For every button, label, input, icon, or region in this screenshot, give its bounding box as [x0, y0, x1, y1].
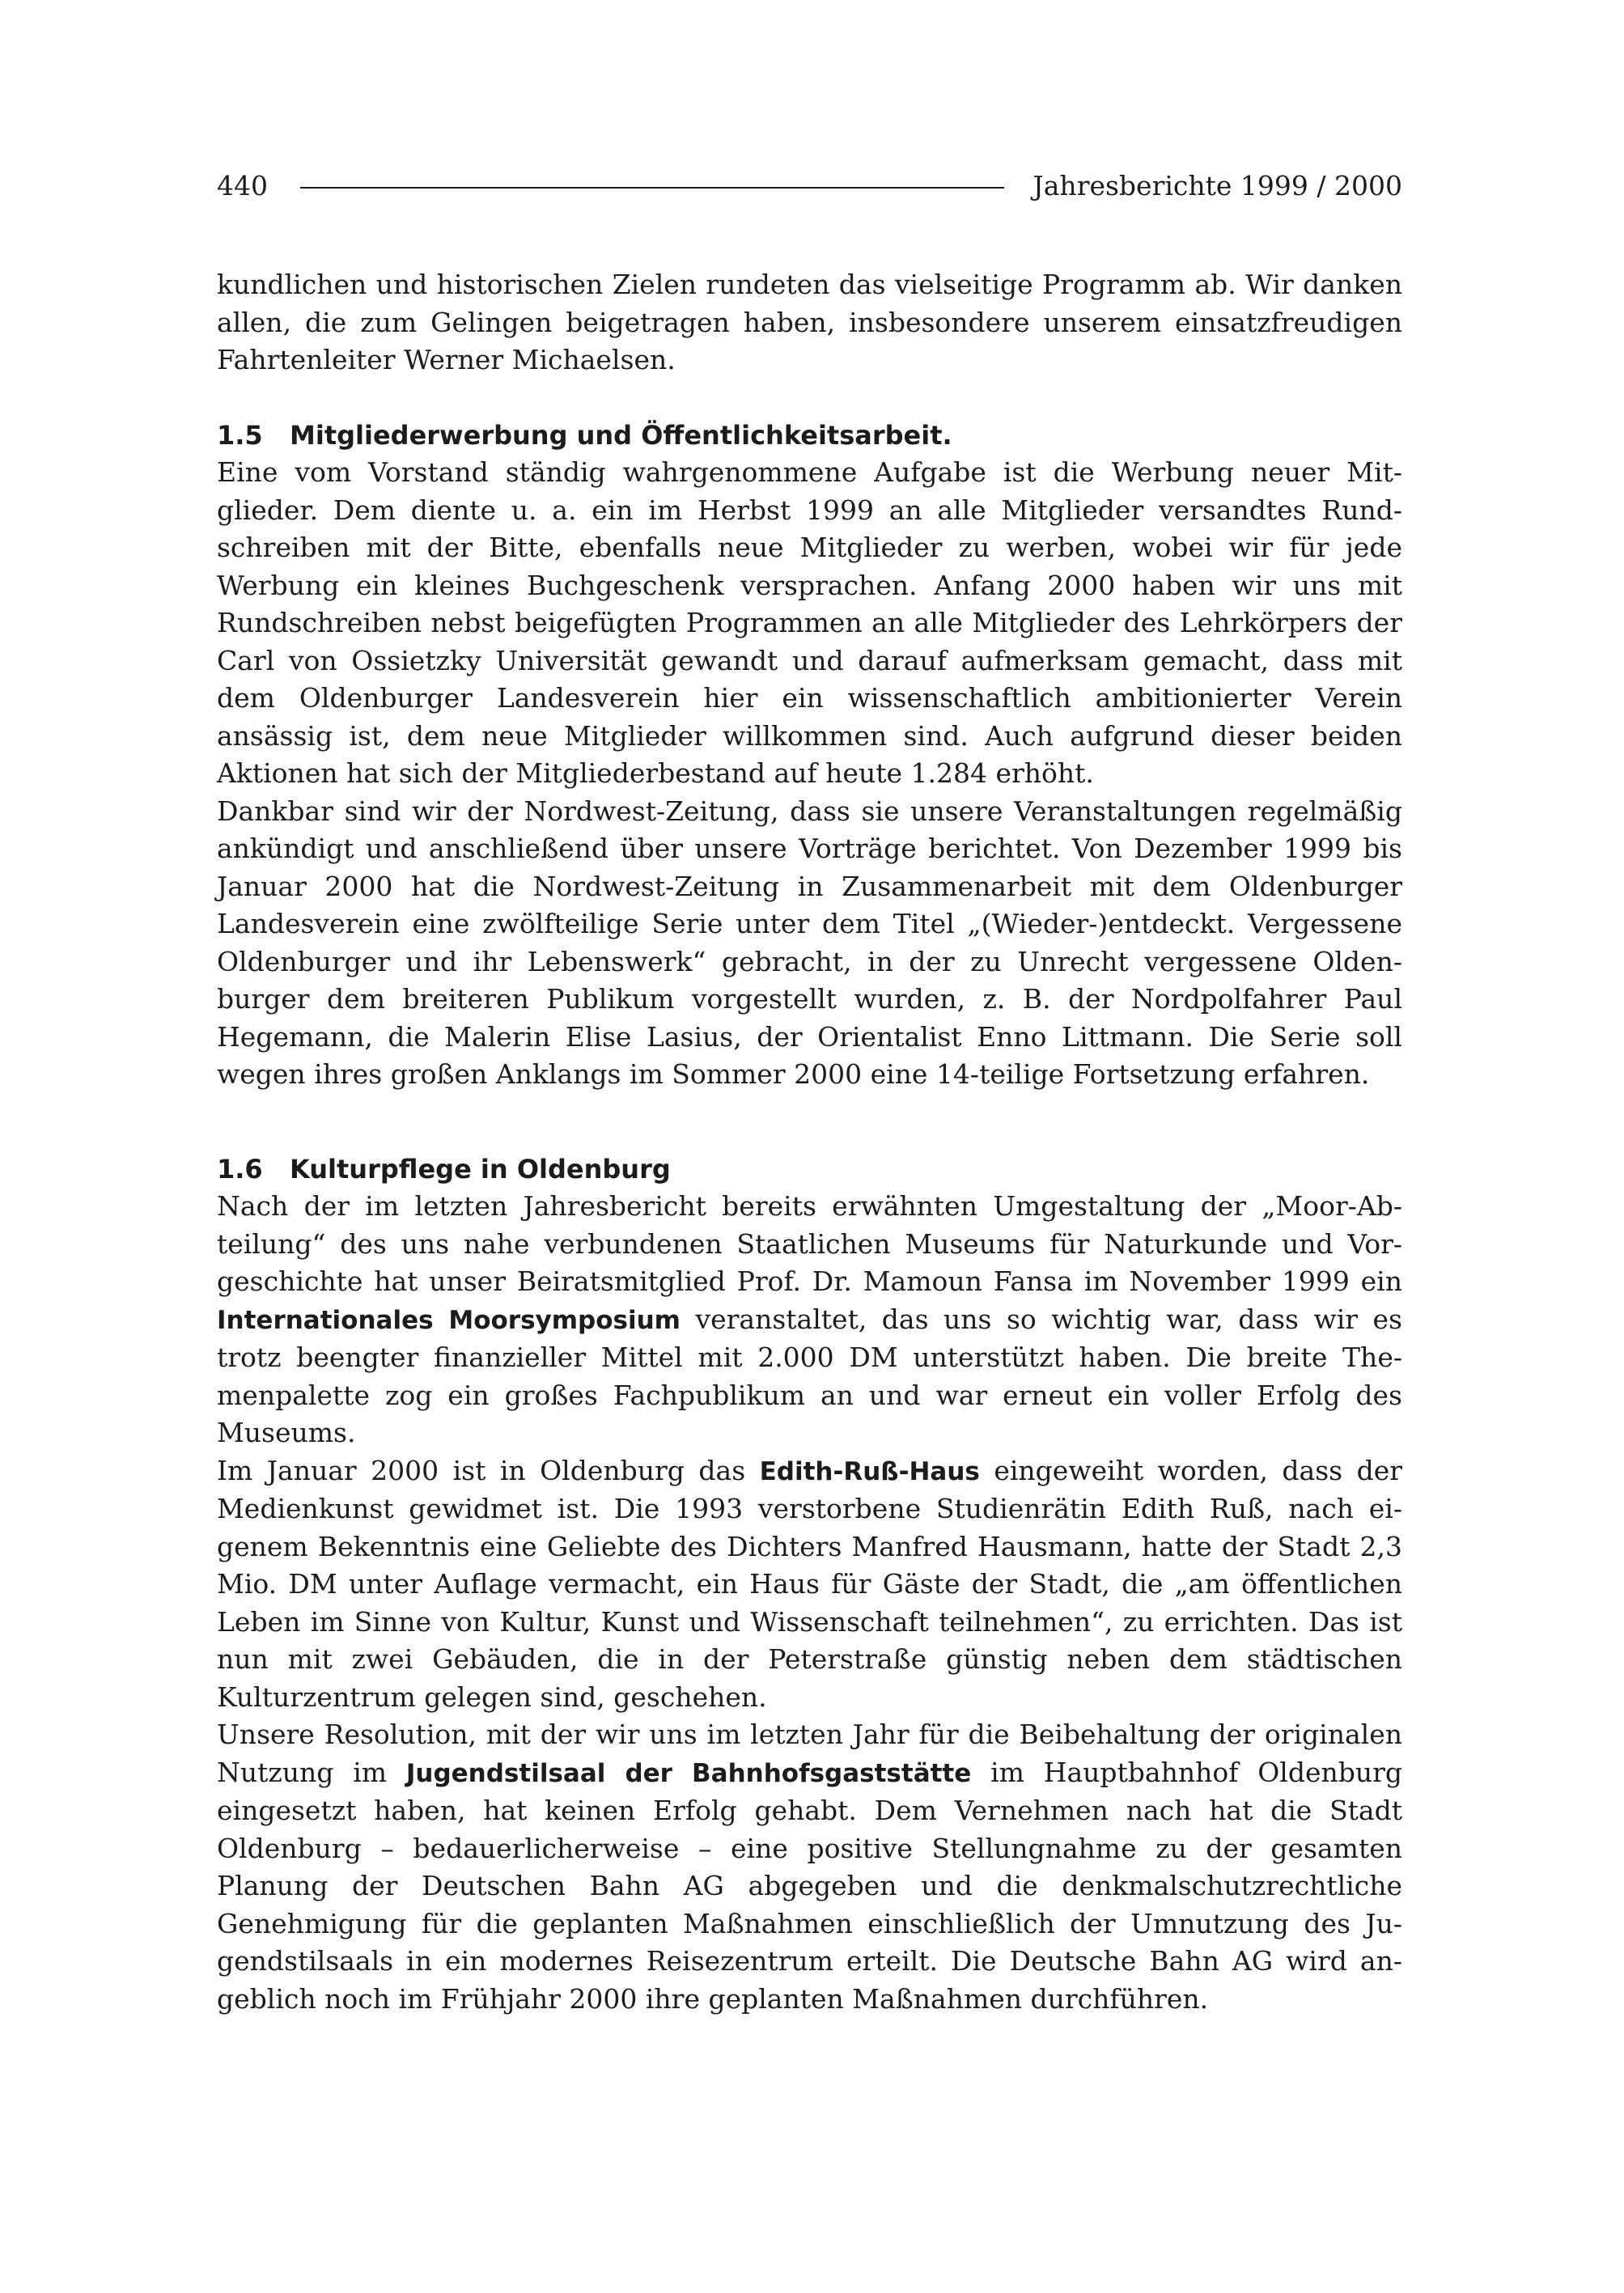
- document-page: [217, 166, 1402, 2018]
- text-run: Unsere Resolution, mit der wir uns im letzten Jahr für die Beibehaltung der originalen Nutzung im: [217, 1719, 1402, 1788]
- section-title: Kulturpflege in Oldenburg: [290, 1153, 671, 1185]
- text-run: im Hauptbahnhof Oldenburg eingesetzt haben, hat keinen Erfolg gehabt. Dem Vernehmen nach hat die Stadt Oldenburg – bedauerlicherweise – eine positive Stellungnahme zu der gesamten Planung der Deutschen Bahn AG abgegeben und die denkmalschutzrechtliche Genehmigung für die geplanten Maßnahmen einschließlich der Umnutzung des Jugendstilsaals in ein modernes Reisezentrum erteilt. Die Deutsche Bahn AG wird angeblich noch im Frühjahr 2000 ihre geplanten Maßnahmen durchführen.: [217, 1756, 1403, 2015]
- section-title: Mitgliederwerbung und Öffentlichkeitsarbeit.: [290, 419, 952, 451]
- paragraph: [217, 1716, 1402, 2018]
- section-heading-1-6: [217, 1151, 1402, 1189]
- paragraph: Eine vom Vorstand ständig wahrgenommene Aufgabe ist die Werbung neuer Mitglieder. Dem diente u. a. ein im Herbst 1999 an alle Mitglieder versandtes Rundschreiben mit der Bitte, ebenfalls neue Mitglieder zu werben, wobei wir für jede Werbung ein kleines Buchgeschenk versprachen. Anfang 2000 haben wir uns mit Rundschreiben nebst beigefügten Programmen an alle Mitglieder des Lehrkörpers der Carl von Ossietzky Universität gewandt und darauf aufmerksam gemacht, dass mit dem Oldenburger Landesverein hier ein wissenschaftlich ambitionierter Verein ansässig ist, dem neue Mitglieder willkommen sind. Auch aufgrund dieser beiden Aktionen hat sich der Mitgliederbestand auf heute 1.284 erhöht.: [217, 456, 1402, 789]
- highlighted-term: Edith-Ruß-Haus: [759, 1456, 980, 1486]
- highlighted-term: Internationales Moorsymposium: [217, 1305, 681, 1335]
- page-number: 440: [217, 170, 268, 201]
- text-run: eingeweiht worden, dass der Medienkunst gewidmet ist. Die 1993 verstorbene Studienrätin Edith Ruß, nach eigenem Bekenntnis eine Geliebte des Dichters Manfred Hausmann, hatte der Stadt 2,3 Mio. DM unter Auflage vermacht, ein Haus für Gäste der Stadt, die „am öffentlichen Leben im Sinne von Kultur, Kunst und Wissenschaft teilnehmen“, zu errichten. Das ist nun mit zwei Gebäuden, die in der Peterstraße günstig neben dem städtischen Kulturzentrum gelegen sind, geschehen.: [217, 1454, 1402, 1713]
- section-number: 1.6: [217, 1153, 263, 1185]
- paragraph: Dankbar sind wir der Nordwest-Zeitung, dass sie unsere Veranstaltungen regelmäßig ankündigt und anschließend über unsere Vorträge berichtet. Von Dezember 1999 bis Januar 2000 hat die Nordwest-Zeitung in Zusammenarbeit mit dem Oldenburger Landesverein eine zwölfteilige Serie unter dem Titel „(Wieder-)entdeckt. Vergessene Oldenburger und ihr Lebenswerk“ gebracht, in der zu Unrecht vergessene Oldenburger dem breiteren Publikum vorgestellt wurden, z. B. der Nordpolfahrer Paul Hegemann, die Malerin Elise Lasius, der Orientalist Enno Littmann. Die Serie soll wegen ihres großen Anklangs im Sommer 2000 eine 14-teilige Fortsetzung erfahren.: [217, 795, 1402, 1090]
- intro-paragraph: kundlichen und historischen Zielen rundeten das vielseitige Programm ab. Wir danken allen, die zum Gelingen beigetragen haben, insbesondere unserem einsatzfreudigen Fahrtenleiter Werner Michaelsen.: [217, 269, 1402, 375]
- section-number: 1.5: [217, 419, 263, 451]
- text-run: Nach der im letzten Jahresbericht bereits erwähnten Umgestaltung der „Moor-Abteilung“ des uns nahe verbundenen Staatlichen Museums für Naturkunde und Vorgeschichte hat unser Beiratsmitglied Prof. Dr. Mamoun Fansa im November 1999 ein: [217, 1190, 1402, 1297]
- text-run: Im Januar 2000 ist in Oldenburg das: [217, 1454, 760, 1486]
- paragraph: [217, 1452, 1402, 1717]
- running-title: Jahresberichte 1999 / 2000: [1032, 170, 1402, 201]
- running-header: [217, 166, 1402, 206]
- highlighted-term: Jugendstilsaal der Bahnhofsgaststätte: [405, 1758, 972, 1788]
- body-text: [217, 266, 1402, 2018]
- paragraph: [217, 1188, 1402, 1452]
- text-run: veranstaltet, das uns so wichtig war, dass wir es trotz beengter finanzieller Mittel mit 2.000 DM unterstützt haben. Die breite Themenpalette zog ein großes Fachpublikum an und war erneut ein voller Erfolg des Museums.: [217, 1303, 1402, 1448]
- section-heading-1-5: [217, 417, 1402, 455]
- header-rule: [300, 187, 1004, 189]
